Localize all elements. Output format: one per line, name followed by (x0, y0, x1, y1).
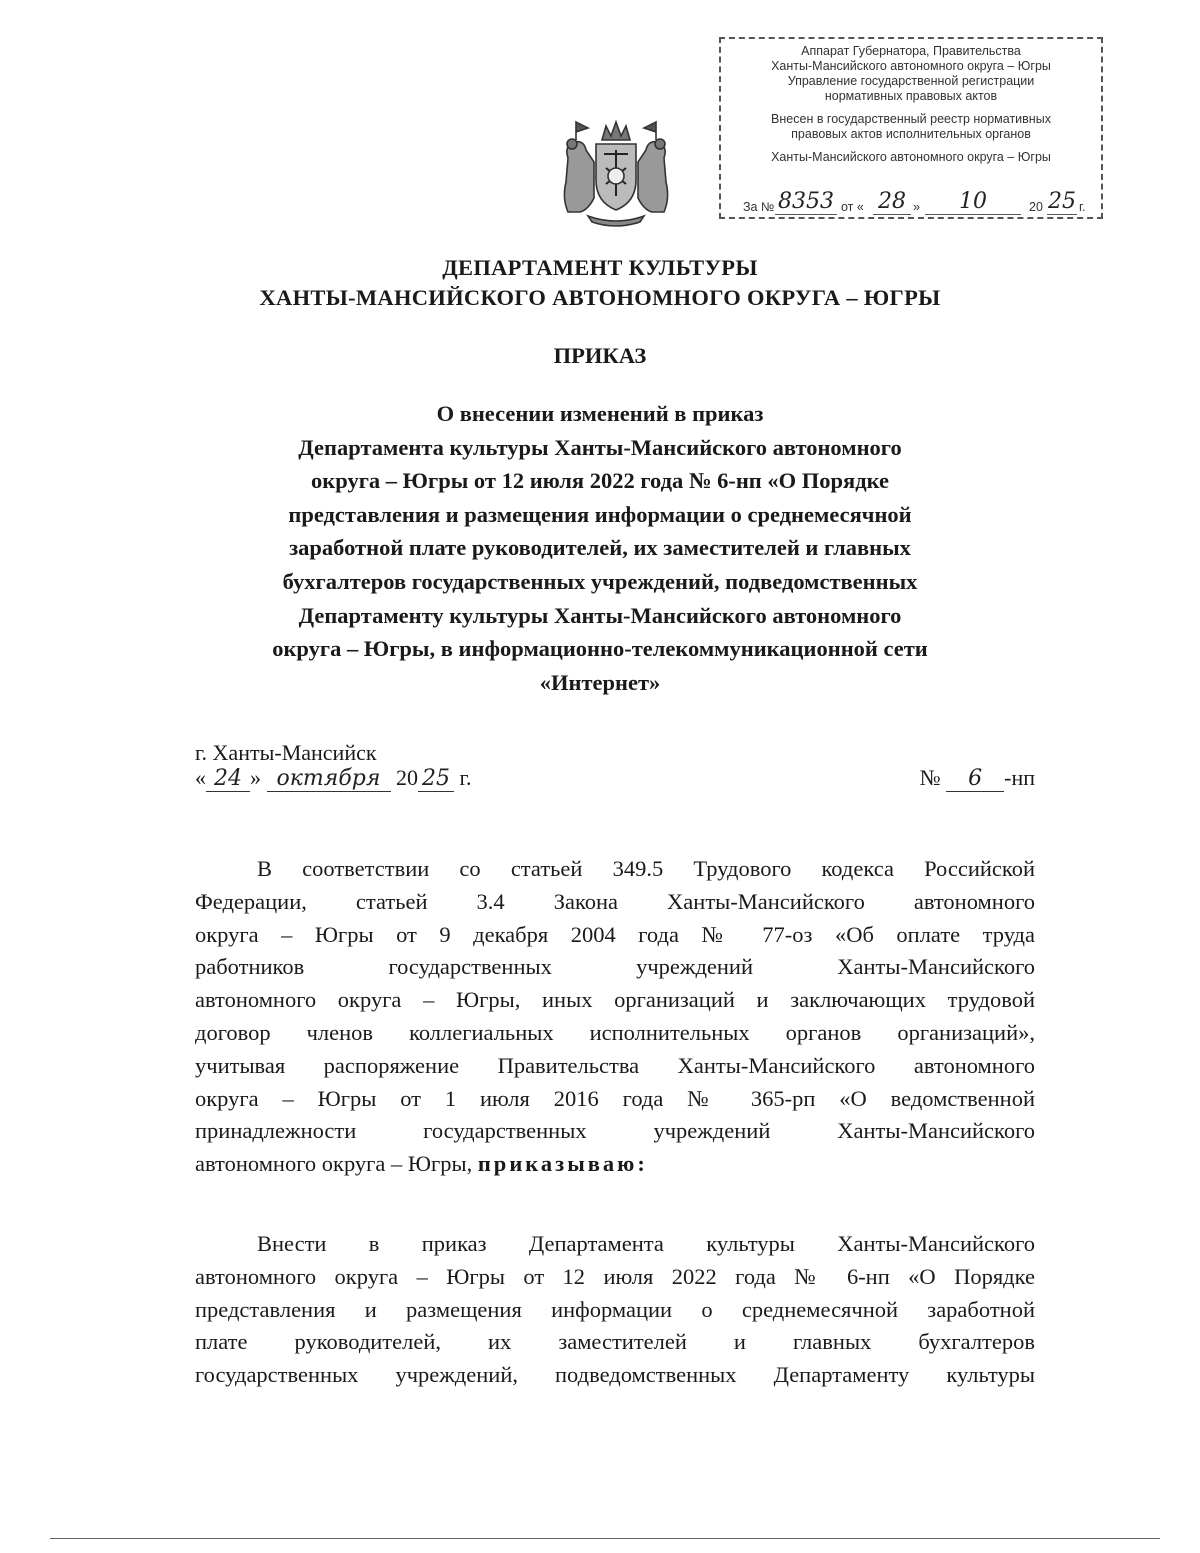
order-subject (0, 397, 1200, 699)
stamp-reg-from: от « (841, 200, 864, 214)
subject-line: бухгалтеров государственных учреждений, подведомственных (282, 568, 918, 594)
stamp-registration-line (743, 189, 1093, 217)
document-type: ПРИКАЗ (553, 343, 647, 368)
paragraph-line: автономного округа – Югры от 12 июля 2022 года № 6-нп «О Порядке (195, 1263, 1035, 1289)
number-suffix: -нп (1004, 765, 1035, 790)
stamp-reg-month: 10 (925, 190, 1021, 215)
department-heading (0, 253, 1200, 313)
stamp-reg-year: 25 (1048, 189, 1076, 214)
date-and-number-line (195, 765, 1035, 795)
order-number (920, 765, 1035, 792)
paragraph-line: плате руководителей, их заместителей и главных бухгалтеров (195, 1329, 1035, 1355)
date-month: октября (267, 767, 391, 792)
subject-line: «Интернет» (539, 669, 661, 695)
subject-line: О внесении изменений в приказ (436, 401, 764, 426)
paragraph-line: округа – Югры от 9 декабря 2004 года № 77-оз «Об оплате труда (195, 921, 1035, 947)
registration-stamp (719, 37, 1103, 219)
preamble-paragraph (195, 853, 1035, 1181)
paragraph-line: автономного округа – Югры, иных организаций и заключающих трудовой (195, 987, 1035, 1013)
operative-paragraph (195, 1228, 1035, 1392)
subject-line: Департамента культуры Ханты-Мансийского автономного (298, 434, 902, 460)
subject-line: Департаменту культуры Ханты-Мансийского автономного (298, 602, 902, 628)
stamp-line: Внесен в государственный реестр нормативных (771, 112, 1051, 126)
paragraph-line: Внести в приказ Департамента культуры Ханты-Мансийского (257, 1231, 1035, 1256)
stamp-line: правовых актов исполнительных органов (791, 127, 1031, 141)
paragraph-line: договор членов коллегиальных исполнительных органов организаций», (195, 1019, 1035, 1045)
stamp-reg-suffix: г. (1079, 200, 1086, 214)
paragraph-line: принадлежности государственных учреждений Ханты-Мансийского (195, 1118, 1035, 1144)
date-year: 25 (418, 767, 454, 792)
stamp-line: Ханты-Мансийского автономного округа – Югры (771, 150, 1051, 164)
subject-line: заработной плате руководителей, их заместителей и главных (289, 535, 911, 561)
stamp-reg-year-prefix: 20 (1029, 200, 1043, 214)
number-value: 6 (946, 767, 1004, 792)
stamp-reg-close: » (913, 200, 920, 214)
date-year-prefix: 20 (396, 765, 418, 790)
number-prefix: № (919, 765, 941, 790)
paragraph-line: В соответствии со статьей 349.5 Трудового кодекса Российской (257, 856, 1035, 881)
subject-line: округа – Югры от 12 июля 2022 года № 6-нп «О Порядке (311, 468, 889, 494)
paragraph-line-last (195, 1148, 1035, 1181)
paragraph-line: Федерации, статьей 3.4 Закона Ханты-Мансийского автономного (195, 888, 1035, 914)
date-open-quote: « (195, 765, 206, 790)
department-line-2: ХАНТЫ-МАНСИЙСКОГО АВТОНОМНОГО ОКРУГА – ЮГРЫ (259, 285, 941, 310)
stamp-reg-prefix: За № (743, 200, 775, 214)
paragraph-line: округа – Югры от 1 июля 2016 года № 365-рп «О ведомственной (195, 1085, 1035, 1111)
command-word: приказываю: (477, 1151, 648, 1177)
stamp-line: нормативных правовых актов (824, 89, 998, 103)
paragraph-line: учитывая распоряжение Правительства Ханты-Мансийского автономного (195, 1052, 1035, 1078)
paragraph-line: государственных учреждений, подведомственных Департаменту культуры (195, 1362, 1035, 1388)
page-bottom-rule (50, 1538, 1160, 1539)
coat-of-arms-icon (558, 118, 674, 228)
stamp-line: Ханты-Мансийского автономного округа – Югры (771, 59, 1051, 73)
stamp-reg-day: 28 (873, 190, 911, 215)
date-suffix: г. (459, 765, 472, 790)
paragraph-line: работников государственных учреждений Ханты-Мансийского (195, 954, 1035, 980)
subject-line: представления и размещения информации о среднемесячной (288, 501, 912, 527)
subject-line: округа – Югры, в информационно-телекоммуникационной сети (272, 636, 928, 662)
paragraph-text: автономного округа – Югры, (195, 1151, 473, 1177)
department-line-1: ДЕПАРТАМЕНТ КУЛЬТУРЫ (442, 255, 758, 280)
date-day: 24 (206, 767, 250, 792)
place-of-issue: г. Ханты-Мансийск (195, 740, 377, 765)
date-close-quote: » (250, 765, 261, 790)
paragraph-line: представления и размещения информации о среднемесячной заработной (195, 1296, 1035, 1322)
stamp-line: Аппарат Губернатора, Правительства (801, 44, 1021, 58)
stamp-reg-number: 8353 (775, 190, 837, 215)
stamp-line: Управление государственной регистрации (787, 74, 1035, 88)
